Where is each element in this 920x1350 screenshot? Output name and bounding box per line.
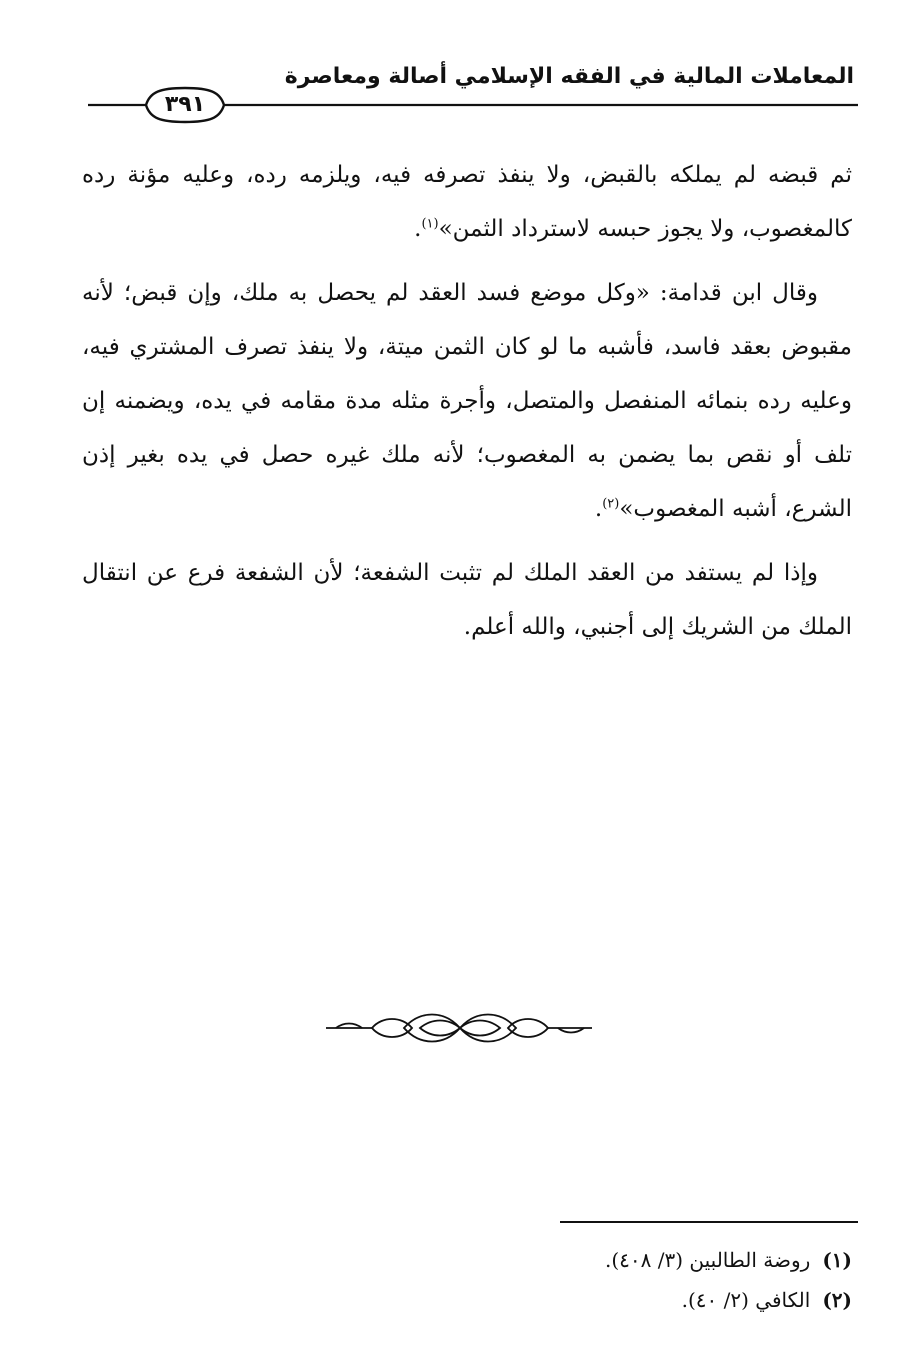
footnote-2-text: الكافي (٢/ ٤٠). [681,1288,811,1312]
paragraph-2-tail: . [594,496,603,522]
running-title: المعاملات المالية في الفقه الإسلامي أصالة ومعاصرة [284,64,854,89]
footnotes [72,1240,852,1320]
footnote-1 [72,1240,852,1280]
paragraph-3-text: وإذا لم يستفد من العقد الملك لم تثبت الشفعة؛ لأن الشفعة فرع عن انتقال الملك من الشريك إلى أجنبي، والله أعلم. [82,560,852,640]
footnote-ref-1[interactable]: (١) [421,216,439,232]
paragraph-1-text: ثم قبضه لم يملكه بالقبض، ولا ينفذ تصرفه فيه، ويلزمه رده، وعليه مؤنة رده كالمغصوب، ولا يجوز حبسه لاسترداد الثمن» [82,162,852,242]
footnote-2 [72,1280,852,1320]
page-number: ٣٩١ [164,92,206,117]
footnote-1-mark: (١) [822,1248,852,1272]
body-text [82,148,852,664]
footnote-ref-2[interactable]: (٢) [602,496,620,512]
paragraph-1 [82,148,852,256]
paragraph-1-tail: . [414,216,422,242]
footnote-separator [560,1221,858,1223]
paragraph-3 [82,546,852,654]
paragraph-2-text: وقال ابن قدامة: «وكل موضع فسد العقد لم يحصل به ملك، وإن قبض؛ لأنه مقبوض بعقد فاسد، فأشبه ما لو كان الثمن ميتة، ولا ينفذ تصرف المشتري فيه، وعليه رده بنمائه المنفصل والمتصل، وأجرة مثله مدة مقامه في يده، ويضمنه إن تلف أو نقص بما يضمن به المغصوب؛ لأنه ملك غيره حصل في يده بغير إذن الشرع، أشبه المغصوب» [82,280,852,522]
footnote-2-mark: (٢) [822,1288,852,1312]
paragraph-2 [82,266,852,536]
footnote-1-text: روضة الطالبين (٣/ ٤٠٨). [604,1248,811,1272]
